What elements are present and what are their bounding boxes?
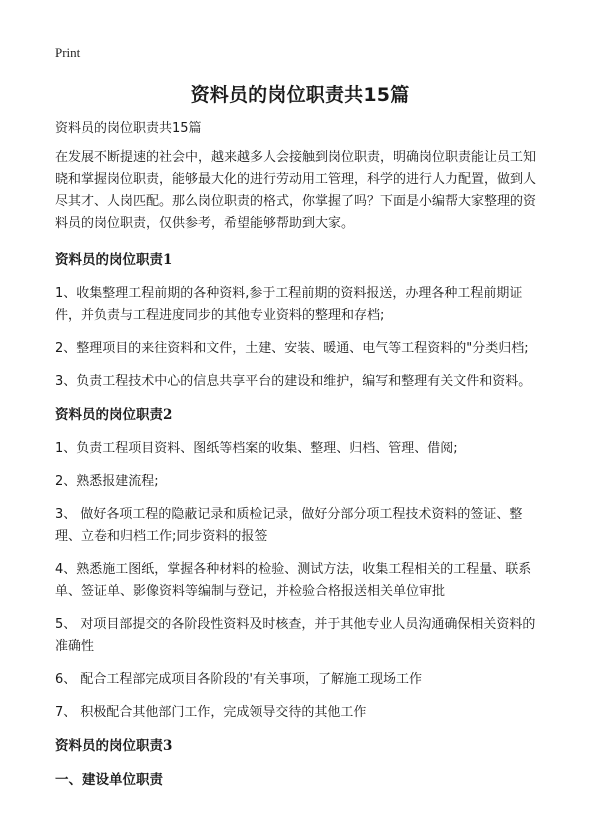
intro-paragraph: 在发展不断提速的社会中，越来越多人会接触到岗位职责，明确岗位职责能让员工知晓和掌握岗位职责，能够最大化的进行劳动用工管理，科学的进行人力配置，做到人尽其才、人岗匹配。那么岗位职责的格式，你掌握了吗？下面是小编帮大家整理的资料员的岗位职责，仅供参考，希望能够帮助到大家。 [55, 150, 537, 231]
section1-item-3: 3、负责工程技术中心的信息共享平台的建设和维护，编写和整理有关文件和资料。 [55, 374, 532, 389]
section2-item-5: 5、 对项目部提交的各阶段性资料及时核查，并于其他专业人员沟通确保相关资料的准确性 [55, 617, 536, 654]
section2-item-3: 3、 做好各项工程的隐蔽记录和质检记录，做好分部分项工程技术资料的签证、整理、立卷和归档工作;同步资料的报签 [55, 507, 523, 544]
section-heading-2: 资料员的岗位职责2 [55, 407, 173, 423]
section1-item-2: 2、整理项目的来往资料和文件，土建、安装、暖通、电气等工程资料的"分类归档; [55, 341, 529, 356]
section1-item-1: 1、收集整理工程前期的各种资料,参于工程前期的资料报送，办理各种工程前期证件，并负责与工程进度同步的其他专业资料的整理和存档; [55, 286, 523, 323]
subtitle: 资料员的岗位职责共15篇 [55, 121, 202, 136]
document-body [55, 118, 547, 803]
section2-item-2: 2、熟悉报建流程; [55, 474, 159, 489]
section2-item-1: 1、负责工程项目资料、图纸等档案的收集、整理、归档、管理、借阅; [55, 441, 458, 456]
section2-item-7: 7、 积极配合其他部门工作，完成领导交待的其他工作 [55, 705, 367, 720]
section-heading-1: 资料员的岗位职责1 [55, 252, 173, 268]
section2-item-4: 4、熟悉施工图纸，掌握各种材料的检验、测试方法，收集工程相关的工程量、联系单、签证单、影像资料等编制与登记，并检验合格报送相关单位审批 [55, 562, 532, 599]
document-title: 资料员的岗位职责共15篇 [190, 84, 410, 106]
section3-subheading: 一、建设单位职责 [55, 772, 163, 788]
print-label: Print [55, 45, 81, 60]
section-heading-3: 资料员的岗位职责3 [55, 738, 173, 754]
section2-item-6: 6、 配合工程部完成项目各阶段的'有关事项，了解施工现场工作 [55, 672, 422, 687]
